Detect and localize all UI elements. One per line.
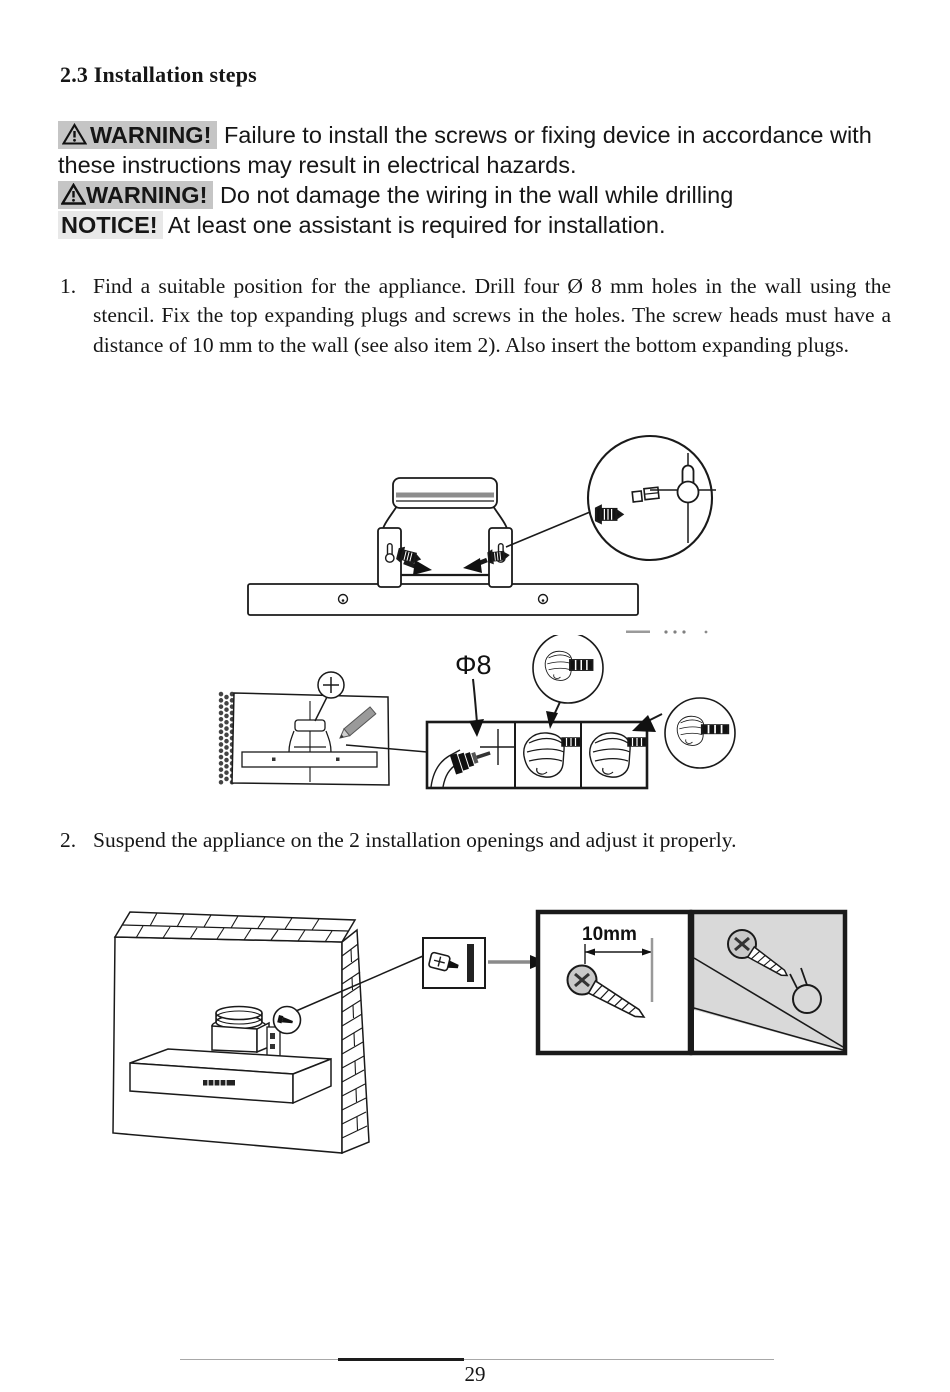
arrow-left-icon (463, 558, 482, 573)
warning-line-1 (58, 120, 896, 180)
warning-triangle-icon (61, 183, 86, 205)
warning-label-text: WARNING! (86, 182, 208, 208)
screw-icon (596, 506, 622, 523)
screw-icon (628, 738, 646, 746)
screw-icon (702, 725, 728, 733)
step-number: 2. (60, 828, 77, 852)
footer-divider (180, 1358, 774, 1361)
figure-hood-brackets (230, 428, 750, 643)
warning-triangle-icon (62, 123, 87, 145)
figure-drilling-steps (210, 635, 750, 805)
keyhole-opening (793, 985, 821, 1013)
chimney-front (212, 1026, 257, 1052)
warning-text: Failure to install the screws or fixing device in accordance with these instructions may result in electrical hazards. (58, 122, 872, 178)
notice-text: At least one assistant is required for installation. (167, 212, 666, 238)
step-2 (60, 826, 891, 855)
step-1 (60, 272, 891, 360)
stencil-hood-outline (295, 720, 325, 731)
wall-right-brick-band (342, 930, 369, 1153)
keyhole-left (386, 554, 394, 562)
wall-top-brick-band (115, 912, 355, 942)
hole-diameter-label: Φ8 (455, 650, 492, 680)
hand-icon (545, 651, 572, 680)
expanding-plug-icon (562, 738, 580, 746)
mounting-plate (267, 1027, 280, 1058)
section-title: 2.3 Installation steps (60, 62, 257, 87)
keyhole-detail (678, 482, 699, 503)
footer-divider-thick (338, 1358, 464, 1361)
wall-section-bar (467, 944, 474, 982)
hand-icon (524, 733, 564, 777)
hood-top-bar (248, 584, 638, 615)
step-text: Find a suitable position for the appliance. Drill four Ø 8 mm holes in the wall using the stencil. Fix the top expanding plugs and screws in the holes. The screw heads must have a distance of 10 mm to the wall (see also item 2). Also insert the bottom expanding plugs. (93, 274, 891, 357)
screw-distance-label: 10mm (582, 924, 637, 945)
notice-label-text: NOTICE! (61, 212, 158, 238)
expanding-plug-icon (570, 660, 593, 670)
stencil-bar (242, 752, 377, 767)
page-number: 29 (464, 1362, 486, 1386)
step-text: Suspend the appliance on the 2 installation openings and adjust it properly. (93, 828, 737, 852)
warning-text: Do not damage the wiring in the wall while drilling (219, 182, 734, 208)
step-number: 1. (60, 274, 77, 298)
footer-divider-thin (180, 1359, 774, 1360)
warning-line-2 (58, 180, 896, 210)
warning-label (58, 121, 217, 149)
notice-label (58, 211, 163, 239)
hand-icon (590, 733, 630, 777)
warning-label-text: WARNING! (90, 122, 212, 148)
notice-line (58, 210, 896, 240)
hand-icon (677, 716, 704, 745)
figure-suspension (95, 900, 855, 1170)
alerts-block (58, 120, 896, 240)
warning-label (58, 181, 213, 209)
arrow-right-icon (413, 560, 432, 575)
